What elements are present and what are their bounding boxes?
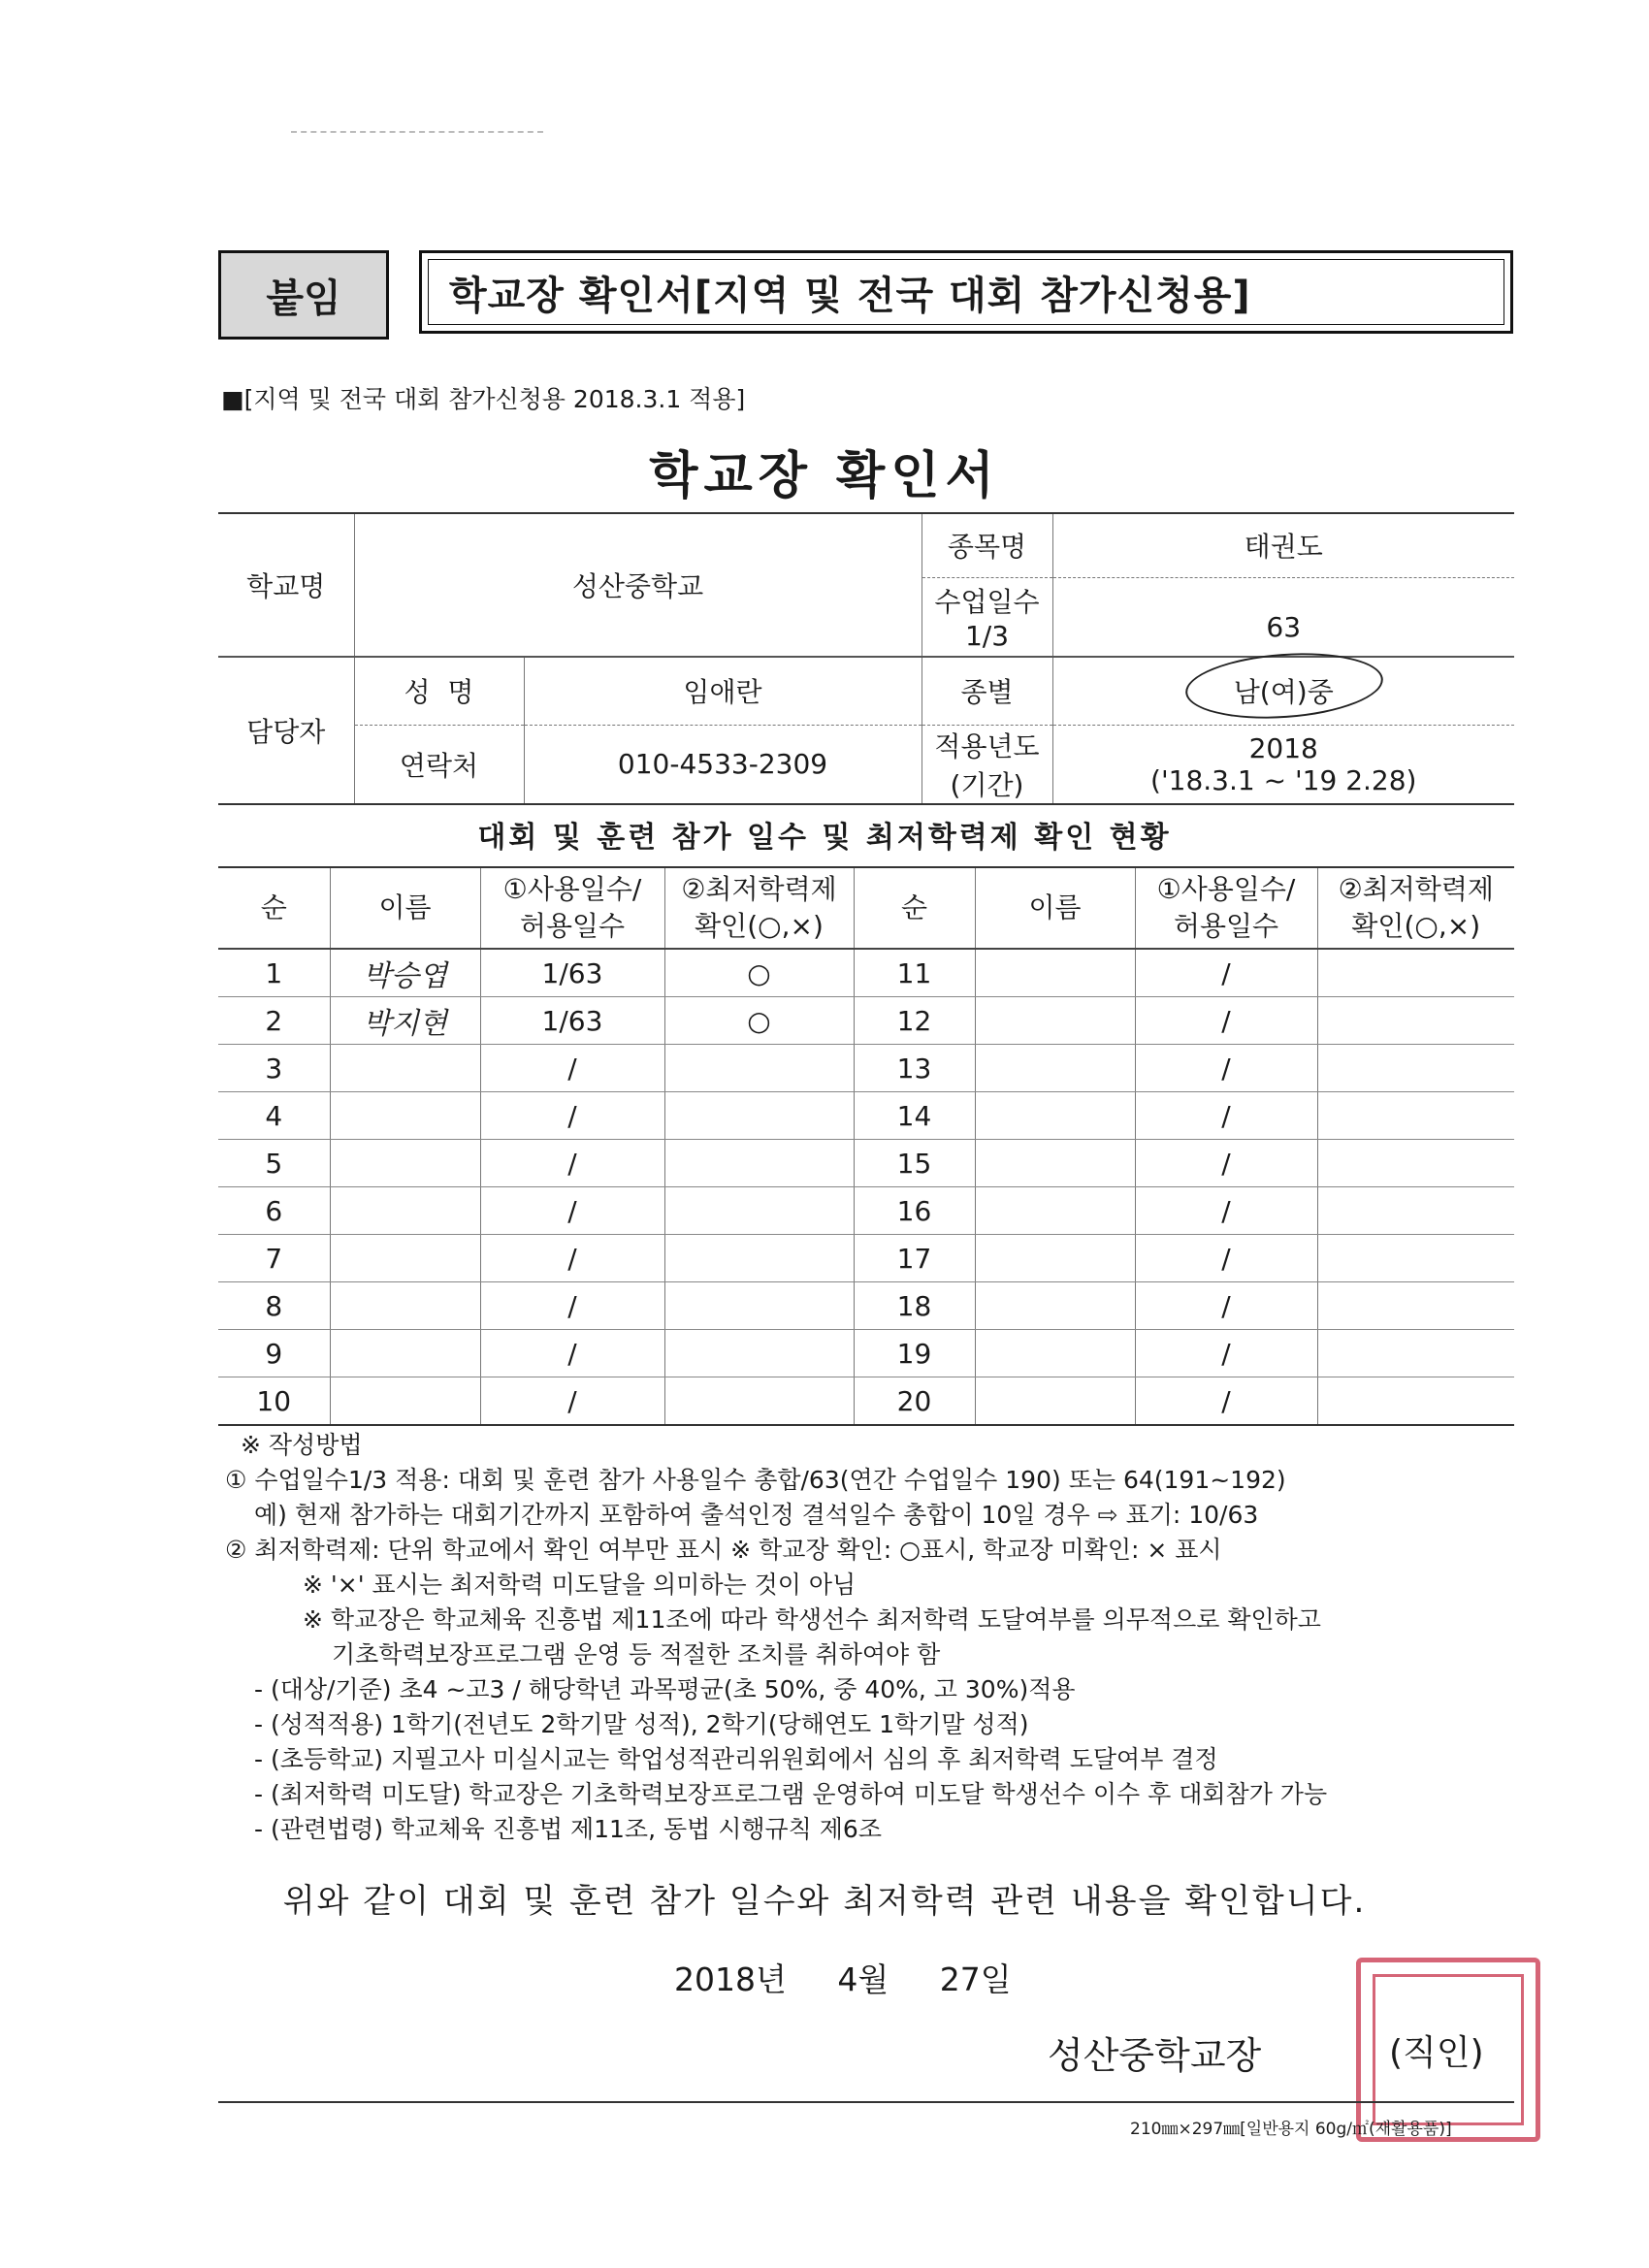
note-line: - (대상/기준) 초4 ~고3 / 해당학년 과목평균(초 50%, 중 40%, 고 30%)적용 [254, 1675, 1076, 1703]
participation-rows [218, 949, 1514, 1425]
table-row [218, 1235, 1514, 1282]
row-name-left [330, 1377, 480, 1426]
row-days-right: / [1135, 1235, 1317, 1282]
class-days-label-line2: 1/3 [964, 620, 1010, 653]
class-days-value [1052, 577, 1514, 657]
row-check-right [1317, 1045, 1514, 1092]
row-check-right [1317, 1330, 1514, 1377]
sport-value: 태권도 [1052, 513, 1514, 577]
row-days-left: 1/63 [480, 949, 664, 997]
year-label-line2: (기간) [950, 768, 1024, 801]
row-check-right [1317, 1187, 1514, 1235]
row-no-left: 2 [218, 997, 330, 1045]
table-row [218, 1140, 1514, 1187]
table-row [218, 1187, 1514, 1235]
row-days-left: / [480, 1140, 664, 1187]
participation-table [218, 866, 1514, 1426]
row-name-left [330, 1187, 480, 1235]
row-name-left [330, 1330, 480, 1377]
date-line [674, 1955, 1052, 2000]
row-days-left: / [480, 1282, 664, 1330]
header-name-right: 이름 [975, 867, 1135, 949]
row-check-left [664, 1330, 854, 1377]
header-name-left: 이름 [330, 867, 480, 949]
row-no-left: 8 [218, 1282, 330, 1330]
row-days-right: / [1135, 949, 1317, 997]
row-no-right: 14 [854, 1092, 975, 1140]
row-days-left: / [480, 1187, 664, 1235]
name-value: 임애란 [524, 657, 922, 725]
year-label [922, 725, 1052, 804]
row-days-right: / [1135, 1092, 1317, 1140]
row-no-right: 15 [854, 1140, 975, 1187]
document-note: ■[지역 및 전국 대회 참가신청용 2018.3.1 적용] [221, 385, 746, 413]
note-line: - (관련법령) 학교체육 진흥법 제11조, 동법 시행규칙 제6조 [254, 1815, 882, 1843]
row-no-left: 6 [218, 1187, 330, 1235]
school-label: 학교명 [218, 513, 354, 657]
row-no-left: 4 [218, 1092, 330, 1140]
header-title-text: 학교장 확인서[지역 및 전국 대회 참가신청용] [449, 273, 1251, 318]
row-days-right: / [1135, 1282, 1317, 1330]
note-line: ※ 학교장은 학교체육 진흥법 제11조에 따라 학생선수 최저학력 도달여부를 의무적으로 확인하고 [303, 1605, 1321, 1634]
note-line: - (최저학력 미도달) 학교장은 기초학력보장프로그램 운영하여 미도달 학생선수 이수 후 대회참가 가능 [254, 1780, 1328, 1808]
row-check-left: ○ [664, 997, 854, 1045]
table-row [218, 1045, 1514, 1092]
row-check-right [1317, 1092, 1514, 1140]
name-label: 성 명 [354, 657, 524, 725]
row-no-right: 20 [854, 1377, 975, 1426]
row-name-right [975, 1235, 1135, 1282]
class-days-number: 63 [1266, 611, 1302, 644]
header-no-left: 순 [218, 867, 330, 949]
bottom-divider [218, 2101, 1514, 2103]
gender-value: 남(여)중 [1052, 657, 1514, 725]
row-check-right [1317, 1377, 1514, 1426]
row-no-right: 19 [854, 1330, 975, 1377]
row-days-left: / [480, 1330, 664, 1377]
seal-label: (직인) [1389, 2033, 1484, 2073]
row-name-left [330, 1235, 480, 1282]
header-title [419, 250, 1513, 334]
row-no-right: 16 [854, 1187, 975, 1235]
row-days-left: / [480, 1235, 664, 1282]
notes-heading: ※ 작성방법 [241, 1431, 363, 1459]
row-name-left: 박지현 [330, 997, 480, 1045]
table-row [218, 1282, 1514, 1330]
paper-spec: 210㎜×297㎜[일반용지 60g/㎡(재활용품)] [1130, 2120, 1452, 2139]
row-check-left [664, 1140, 854, 1187]
row-no-left: 5 [218, 1140, 330, 1187]
note-line: - (초등학교) 지필고사 미실시교는 학업성적관리위원회에서 심의 후 최저학력 도달여부 결정 [254, 1745, 1218, 1773]
gender-label: 종별 [922, 657, 1052, 725]
row-name-left: 박승엽 [330, 949, 480, 997]
row-check-left [664, 1187, 854, 1235]
header-min-left-2: 확인(○,×) [695, 910, 824, 942]
row-name-left [330, 1092, 480, 1140]
row-check-left [664, 1235, 854, 1282]
header-used-right-2: 허용일수 [1173, 910, 1279, 942]
row-days-right: / [1135, 1045, 1317, 1092]
row-name-right [975, 1140, 1135, 1187]
manager-label: 담당자 [218, 657, 354, 804]
scan-mark [291, 131, 543, 133]
row-no-right: 13 [854, 1045, 975, 1092]
row-check-left [664, 1377, 854, 1426]
row-days-right: / [1135, 1377, 1317, 1426]
note-line: - (성적적용) 1학기(전년도 2학기말 성적), 2학기(당해연도 1학기말 성적) [254, 1710, 1029, 1738]
row-days-right: / [1135, 1330, 1317, 1377]
note-line: ① 수업일수1/3 적용: 대회 및 훈련 참가 사용일수 총합/63(연간 수업일수 190) 또는 64(191~192) [225, 1466, 1286, 1494]
note-line: ※ '×' 표시는 최저학력 미도달을 의미하는 것이 아님 [303, 1571, 857, 1599]
table-row [218, 997, 1514, 1045]
class-days-label [922, 577, 1052, 657]
row-name-left [330, 1282, 480, 1330]
year-label-line1: 적용년도 [934, 729, 1040, 762]
row-name-left [330, 1045, 480, 1092]
row-days-right: / [1135, 1140, 1317, 1187]
row-days-left: / [480, 1045, 664, 1092]
row-no-right: 11 [854, 949, 975, 997]
row-no-left: 9 [218, 1330, 330, 1377]
row-name-right [975, 1377, 1135, 1426]
row-check-left: ○ [664, 949, 854, 997]
year-number: 2018 [1248, 731, 1318, 764]
row-no-left: 3 [218, 1045, 330, 1092]
row-no-left: 1 [218, 949, 330, 997]
row-days-right: / [1135, 997, 1317, 1045]
row-check-left [664, 1092, 854, 1140]
row-check-right [1317, 949, 1514, 997]
table-row [218, 1377, 1514, 1426]
row-no-right: 18 [854, 1282, 975, 1330]
row-check-left [664, 1282, 854, 1330]
note-line: 기초학력보장프로그램 운영 등 적절한 조치를 취하여야 함 [332, 1640, 941, 1669]
row-name-right [975, 1092, 1135, 1140]
date-day: 27일 [939, 1960, 1012, 1998]
header-min-left [664, 867, 854, 949]
contact-label: 연락처 [354, 725, 524, 804]
contact-value: 010-4533-2309 [524, 725, 922, 804]
sport-label: 종목명 [922, 513, 1052, 577]
note-line: 예) 현재 참가하는 대회기간까지 포함하여 출석인정 결석일수 총합이 10일 경우 ⇨ 표기: 10/63 [254, 1501, 1259, 1529]
row-name-left [330, 1140, 480, 1187]
table-row [218, 949, 1514, 997]
row-no-left: 7 [218, 1235, 330, 1282]
row-check-right [1317, 1235, 1514, 1282]
row-days-left: 1/63 [480, 997, 664, 1045]
note-line: ② 최저학력제: 단위 학교에서 확인 여부만 표시 ※ 학교장 확인: ○표시, 학교장 미확인: × 표시 [225, 1536, 1222, 1564]
row-check-right [1317, 1282, 1514, 1330]
header-min-right [1317, 867, 1514, 949]
page-title: 학교장 확인서 [649, 447, 1000, 505]
row-name-right [975, 1330, 1135, 1377]
date-month: 4월 [837, 1960, 889, 1998]
row-days-left: / [480, 1092, 664, 1140]
row-check-left [664, 1045, 854, 1092]
row-name-right [975, 1282, 1135, 1330]
row-check-right [1317, 1140, 1514, 1187]
header-min-right-1: ②최저학력제 [1338, 873, 1494, 906]
header-min-right-2: 확인(○,×) [1351, 910, 1481, 942]
section-title: 대회 및 훈련 참가 일수 및 최저학력제 확인 현황 [477, 821, 1172, 855]
date-year: 2018년 [674, 1960, 787, 1998]
header-used-left [480, 867, 664, 949]
school-value: 성산중학교 [354, 513, 922, 657]
row-days-left: / [480, 1377, 664, 1426]
table-row [218, 1330, 1514, 1377]
header-used-right [1135, 867, 1317, 949]
header-used-right-1: ①사용일수/ [1156, 873, 1296, 906]
row-days-right: / [1135, 1187, 1317, 1235]
confirm-statement: 위와 같이 대회 및 훈련 참가 일수와 최저학력 관련 내용을 확인합니다. [282, 1882, 1367, 1921]
table-row [218, 1092, 1514, 1140]
row-name-right [975, 1187, 1135, 1235]
row-check-right [1317, 997, 1514, 1045]
period-value: ('18.3.1 ~ '19 2.28) [1150, 763, 1417, 796]
writing-instructions [225, 1428, 1525, 1847]
row-name-right [975, 997, 1135, 1045]
row-no-right: 12 [854, 997, 975, 1045]
principal-title: 성산중학교장 [1048, 2034, 1262, 2077]
header-min-left-1: ②최저학력제 [681, 873, 837, 906]
row-no-left: 10 [218, 1377, 330, 1426]
row-name-right [975, 949, 1135, 997]
header-used-left-1: ①사용일수/ [502, 873, 642, 906]
attachment-label: 붙임 [218, 250, 389, 340]
header-no-right: 순 [854, 867, 975, 949]
row-name-right [975, 1045, 1135, 1092]
header-used-left-2: 허용일수 [519, 910, 626, 942]
row-no-right: 17 [854, 1235, 975, 1282]
year-value [1052, 725, 1514, 804]
class-days-label-line1: 수업일수 [934, 586, 1040, 619]
